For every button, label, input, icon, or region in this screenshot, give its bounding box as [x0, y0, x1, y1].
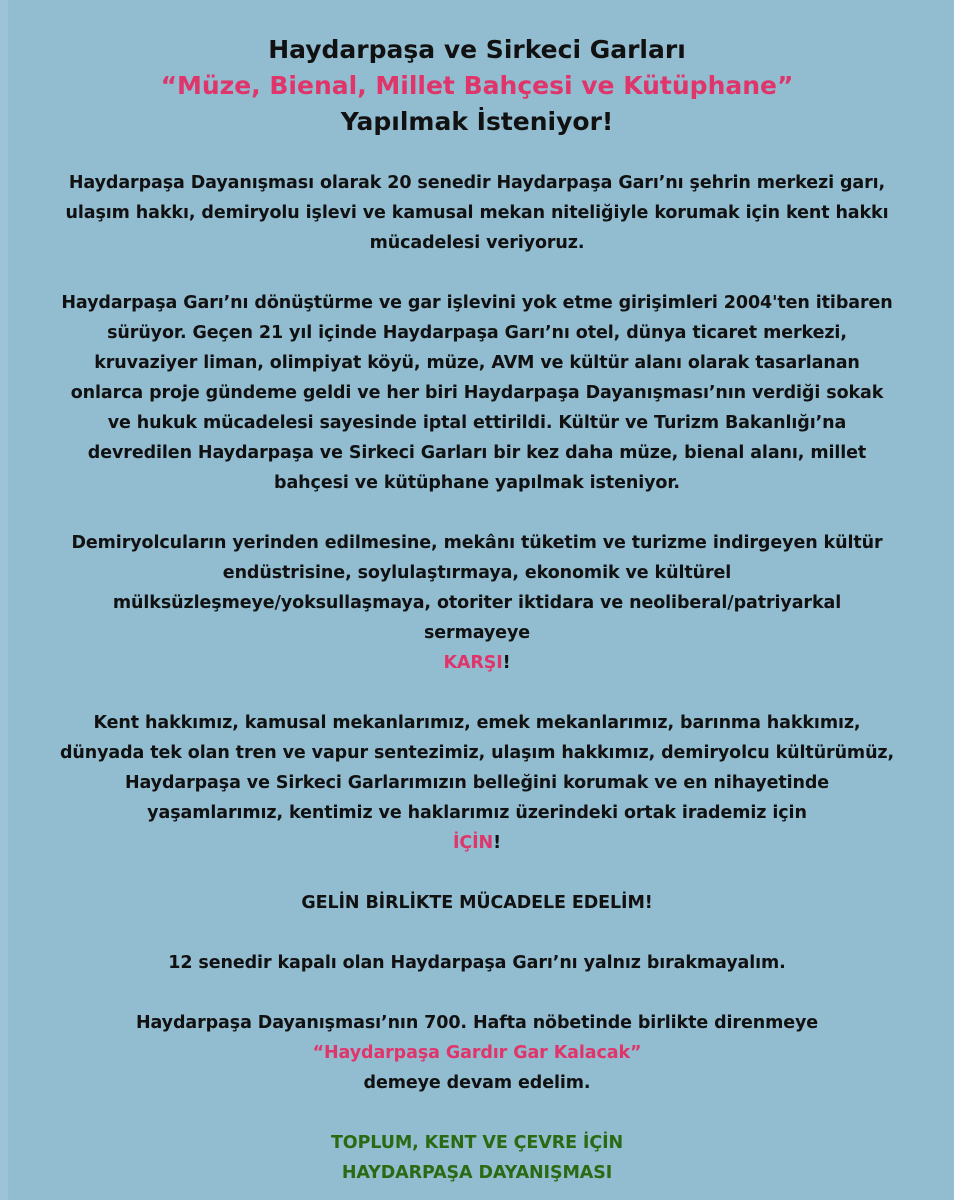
call-line: GELİN BİRLİKTE MÜCADELE EDELİM! — [301, 893, 653, 913]
emphasis-line — [37, 648, 917, 678]
paragraph-line: 12 senedir kapalı olan Haydarpaşa Garı’nı yalnız bırakmayalım. — [168, 953, 786, 973]
signature-line-1: TOPLUM, KENT VE ÇEVRE İÇİN — [330, 1133, 624, 1153]
paragraph-line: kruvaziyer liman, olimpiyat köyü, müze, AVM ve kültür alanı olarak tasarlanan — [94, 353, 860, 373]
paragraph-line: onlarca proje gündeme geldi ve her biri Haydarpaşa Dayanışması’nın verdiği sokak — [70, 383, 884, 403]
paragraph-line: Haydarpaşa ve Sirkeci Garlarımızın belleğini korumak ve en nihayetinde — [124, 773, 830, 793]
call-to-action — [37, 888, 917, 918]
paragraph-line: mülksüzleşmeye/yoksullaşmaya, otoriter iktidara ve neoliberal/patriyarkal — [112, 593, 842, 613]
paragraph-line: ve hukuk mücadelesi sayesinde iptal ettirildi. Kültür ve Turizm Bakanlığı’na — [107, 413, 847, 433]
paragraph-line: sermayeye — [423, 623, 531, 643]
paragraph-vigil — [37, 1008, 917, 1098]
paragraph-for — [37, 708, 917, 858]
signature-block — [37, 1128, 917, 1188]
paragraph-line: Haydarpaşa Dayanışması’nın 700. Hafta nöbetinde birlikte direnmeye — [135, 1013, 819, 1033]
title-block — [0, 32, 954, 140]
title-line-1: Haydarpaşa ve Sirkeci Garları — [268, 35, 686, 64]
emphasis-icin: İÇİN — [452, 833, 494, 853]
paragraph-line: mücadelesi veriyoruz. — [369, 233, 585, 253]
paragraph-line: devredilen Haydarpaşa ve Sirkeci Garları bir kez daha müze, bienal alanı, millet — [87, 443, 867, 463]
title-line-3: Yapılmak İsteniyor! — [340, 107, 614, 136]
paragraph-line: endüstrisine, soylulaştırmaya, ekonomik ve kültürel — [222, 563, 732, 583]
page-right-edge — [954, 0, 960, 1200]
paragraph-against — [37, 528, 917, 678]
paragraph-line: dünyada tek olan tren ve vapur sentezimiz, ulaşım hakkımız, demiryolcu kültürümüz, — [59, 743, 895, 763]
emphasis-suffix: ! — [493, 833, 501, 853]
paragraph-line: yaşamlarımız, kentimiz ve haklarımız üzerindeki ortak irademiz için — [147, 803, 807, 823]
slogan-quote: “Haydarpaşa Gardır Gar Kalacak” — [312, 1043, 642, 1063]
signature-line-2: HAYDARPAŞA DAYANIŞMASI — [341, 1163, 613, 1183]
paragraph-line: demeye devam edelim. — [363, 1073, 591, 1093]
emphasis-line — [37, 828, 917, 858]
paragraph-line: Demiryolcuların yerinden edilmesine, mekânı tüketim ve turizme indirgeyen kültür — [71, 533, 883, 553]
paragraph-history — [37, 288, 917, 498]
paragraph-closed — [37, 948, 917, 978]
announcement-content — [0, 32, 954, 1188]
paragraph-line: ulaşım hakkı, demiryolu işlevi ve kamusal mekan niteliğiyle korumak için kent hakkı — [65, 203, 889, 223]
emphasis-suffix: ! — [502, 653, 511, 673]
paragraph-intro — [37, 168, 917, 258]
paragraph-line: bahçesi ve kütüphane yapılmak isteniyor. — [274, 473, 680, 493]
paragraph-line: Kent hakkımız, kamusal mekanlarımız, emek mekanlarımız, barınma hakkımız, — [93, 713, 861, 733]
paragraph-line: Haydarpaşa Dayanışması olarak 20 senedir Haydarpaşa Garı’nı şehrin merkezi garı, — [68, 173, 886, 193]
paragraph-line: Haydarpaşa Garı’nı dönüştürme ve gar işlevini yok etme girişimleri 2004'ten itibaren — [61, 293, 893, 313]
emphasis-karsi: KARŞI — [443, 653, 503, 673]
paragraph-line: sürüyor. Geçen 21 yıl içinde Haydarpaşa Garı’nı otel, dünya ticaret merkezi, — [107, 323, 847, 343]
title-line-2: “Müze, Bienal, Millet Bahçesi ve Kütüphane” — [160, 71, 794, 100]
